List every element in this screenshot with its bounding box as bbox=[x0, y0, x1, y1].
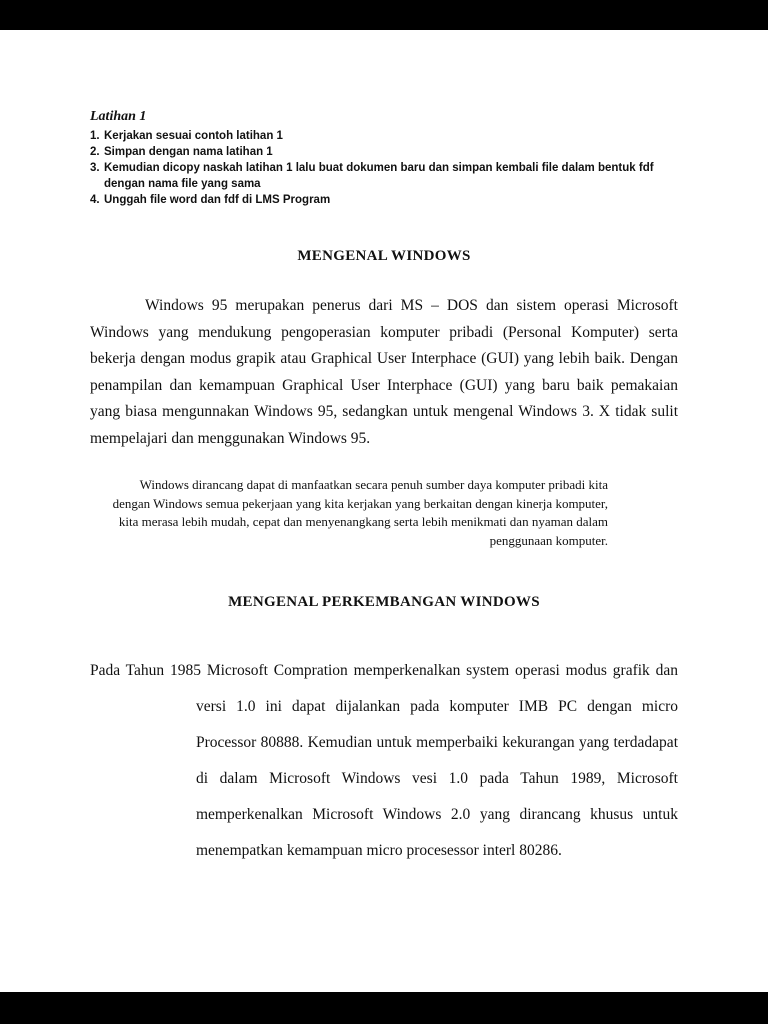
list-item bbox=[90, 160, 678, 192]
instructions-title: Latihan 1 bbox=[90, 109, 147, 124]
document-page bbox=[0, 30, 768, 992]
instructions-list bbox=[90, 128, 678, 208]
list-item-number: 1. bbox=[90, 130, 100, 142]
list-item-number: 2. bbox=[90, 146, 100, 158]
list-item-text: Kemudian dicopy naskah latihan 1 lalu buat dokumen baru dan simpan kembali file dalam bentuk fdf dengan nama file yang sama bbox=[104, 162, 654, 190]
list-item bbox=[90, 144, 678, 160]
section2-paragraph-1: Pada Tahun 1985 Microsoft Compration memperkenalkan system operasi modus grafik dan versi 1.0 ini dapat dijalankan pada komputer IMB PC dengan micro Processor 80888. Kemudian untuk memperbaiki kekurangan yang terdadapat di dalam Microsoft Windows vesi 1.0 pada Tahun 1989, Microsoft memperkenalkan Microsoft Windows 2.0 yang dirancang khusus untuk menempatkan kemampuan micro procesessor interl 80286. bbox=[90, 662, 678, 859]
instructions-block bbox=[90, 108, 678, 208]
list-item-text: Simpan dengan nama latihan 1 bbox=[104, 146, 273, 158]
section1-paragraph-2: Windows dirancang dapat di manfaatkan secara penuh sumber daya komputer pribadi kita dengan Windows semua pekerjaan yang kita kerjakan yang berkaitan dengan kinerja komputer, kita merasa lebih mudah, cepat dan menyenangkang serta lebih menikmati dan nyaman dalam penggunaan komputer. bbox=[112, 477, 608, 548]
section1-paragraph-1: Windows 95 merupakan penerus dari MS – DOS dan sistem operasi Microsoft Windows yang mendukung pengoperasian komputer pribadi (Personal Komputer) serta bekerja dengan modus grapik atau Graphical User Interphace (GUI) yang lebih baik. Dengan penampilan dan kemampuan Graphical User Interphace (GUI) yang baru baik pemakaian yang biasa mengunnakan Windows 95, sedangkan untuk mengenal Windows 3. X tidak sulit mempelajari dan menggunakan Windows 95. bbox=[90, 297, 678, 447]
list-item-text: Unggah file word dan fdf di LMS Program bbox=[104, 194, 331, 206]
letterbox-bottom bbox=[0, 992, 768, 1024]
list-item bbox=[90, 128, 678, 144]
letterbox-top bbox=[0, 0, 768, 30]
list-item-text: Kerjakan sesuai contoh latihan 1 bbox=[104, 130, 283, 142]
list-item bbox=[90, 192, 678, 208]
section1-heading: MENGENAL WINDOWS bbox=[297, 248, 471, 264]
list-item-number: 3. bbox=[90, 162, 100, 174]
section2-heading: MENGENAL PERKEMBANGAN WINDOWS bbox=[228, 594, 540, 610]
list-item-number: 4. bbox=[90, 194, 100, 206]
